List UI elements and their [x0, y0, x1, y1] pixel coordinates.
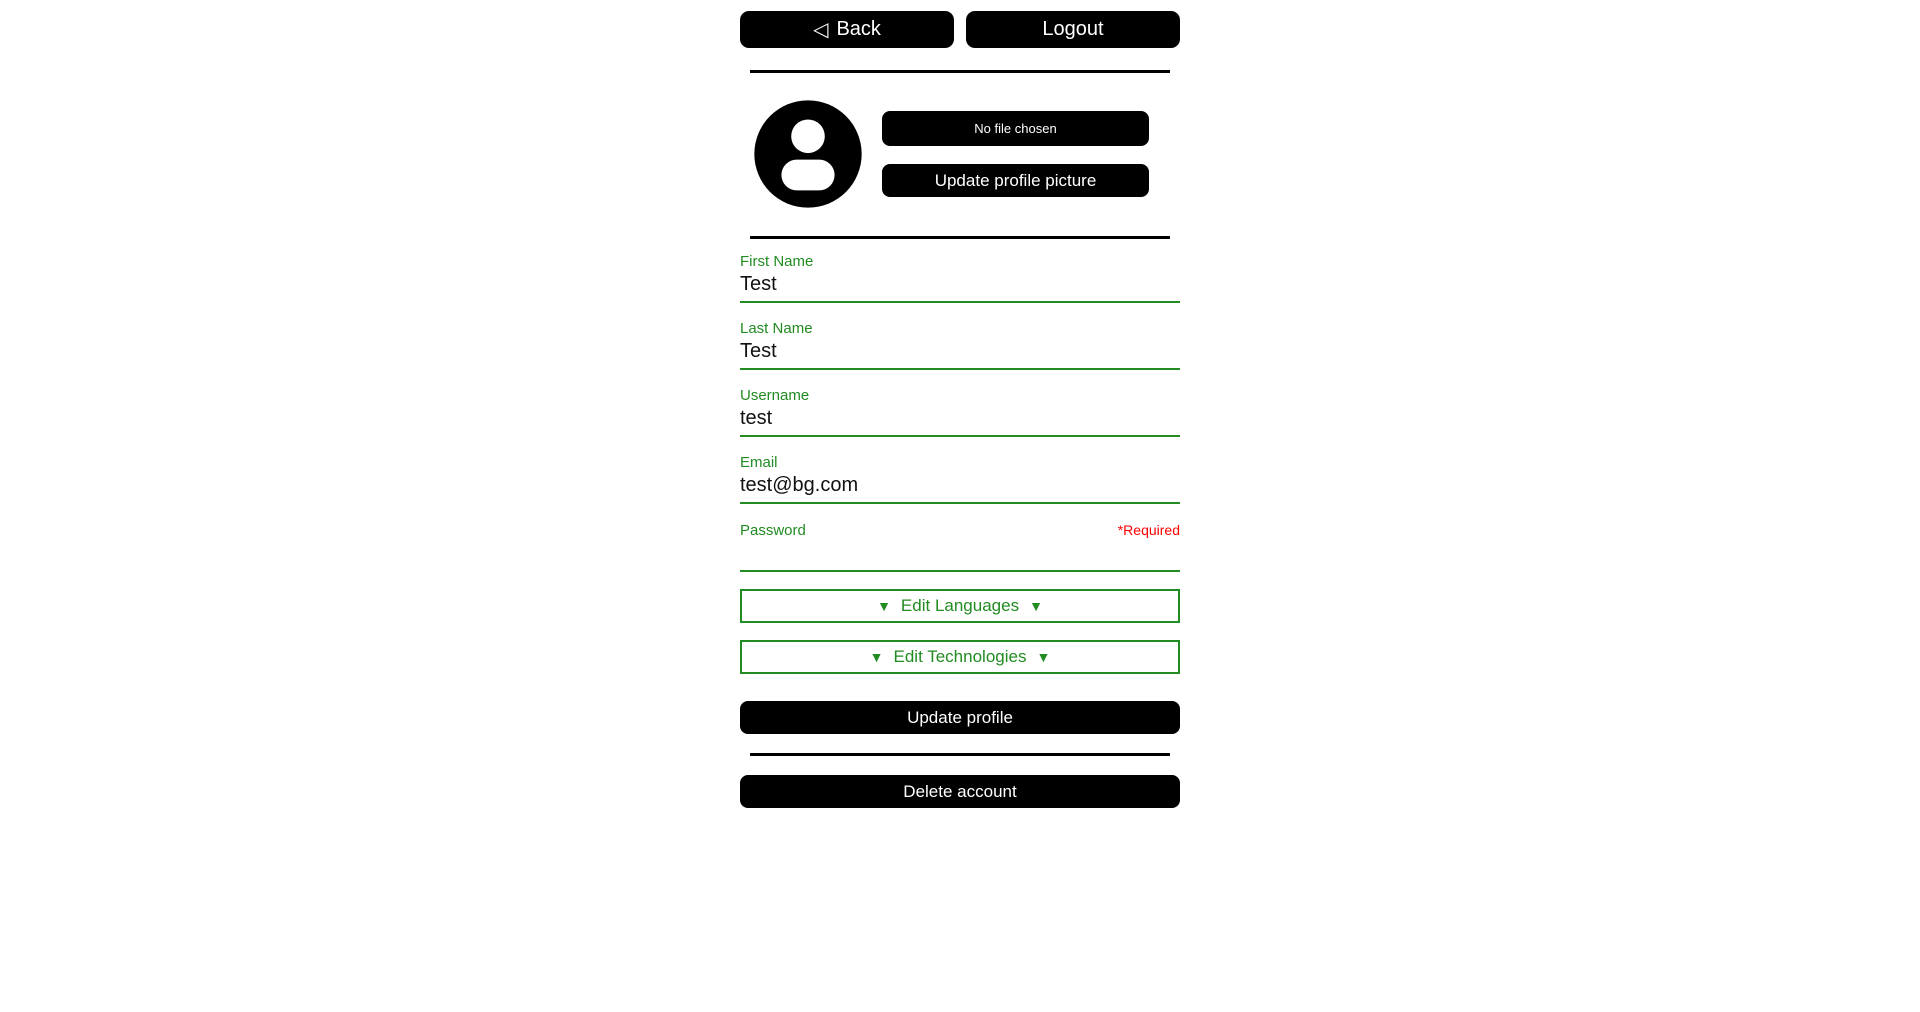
update-profile-label: Update profile: [907, 707, 1013, 727]
first-name-label: First Name: [740, 253, 814, 270]
last-name-field: [740, 320, 1180, 370]
triangle-down-icon: ▼: [877, 598, 891, 614]
back-button-label: Back: [836, 18, 881, 40]
delete-account-label: Delete account: [903, 781, 1017, 801]
logout-button-label: Logout: [1042, 18, 1104, 40]
email-field: [740, 454, 1180, 504]
top-button-row: [740, 11, 1180, 48]
password-required-note: *Required: [1117, 522, 1180, 538]
email-label: Email: [740, 454, 778, 471]
first-name-field: [740, 253, 1180, 303]
edit-languages-label: Edit Languages: [900, 596, 1020, 615]
update-picture-label: Update profile picture: [934, 170, 1097, 190]
username-field: [740, 387, 1180, 437]
last-name-input[interactable]: [740, 338, 1180, 370]
separator-top: [750, 70, 1170, 73]
password-input[interactable]: [740, 540, 1180, 572]
profile-page: [740, 0, 1180, 808]
separator-bottom: [750, 753, 1170, 756]
edit-technologies-button[interactable]: [740, 640, 1180, 674]
first-name-input[interactable]: [740, 271, 1180, 303]
profile-form: [740, 253, 1180, 808]
avatar-section: [740, 98, 1180, 210]
email-input[interactable]: [740, 472, 1180, 504]
last-name-label: Last Name: [740, 320, 813, 337]
edit-languages-button[interactable]: [740, 589, 1180, 623]
avatar-person-icon: [752, 98, 864, 210]
username-input[interactable]: [740, 405, 1180, 437]
triangle-down-icon: ▼: [1029, 598, 1043, 614]
file-status-label: No file chosen: [974, 121, 1057, 136]
triangle-down-icon: ▼: [1036, 649, 1051, 665]
triangle-down-icon: ▼: [869, 649, 884, 665]
profile-picture-file-input[interactable]: [882, 111, 1149, 146]
password-field: [740, 521, 1180, 572]
update-profile-button[interactable]: [740, 701, 1180, 734]
password-label: Password: [740, 522, 806, 539]
username-label: Username: [740, 387, 810, 404]
edit-technologies-label: Edit Technologies: [893, 647, 1027, 666]
logout-button[interactable]: [966, 11, 1180, 48]
separator-avatar: [750, 236, 1170, 239]
avatar-button-group: [882, 111, 1149, 197]
delete-account-button[interactable]: [740, 775, 1180, 808]
update-profile-picture-button[interactable]: [882, 164, 1149, 197]
back-triangle-icon: ◁: [813, 19, 829, 41]
back-button[interactable]: [740, 11, 954, 48]
